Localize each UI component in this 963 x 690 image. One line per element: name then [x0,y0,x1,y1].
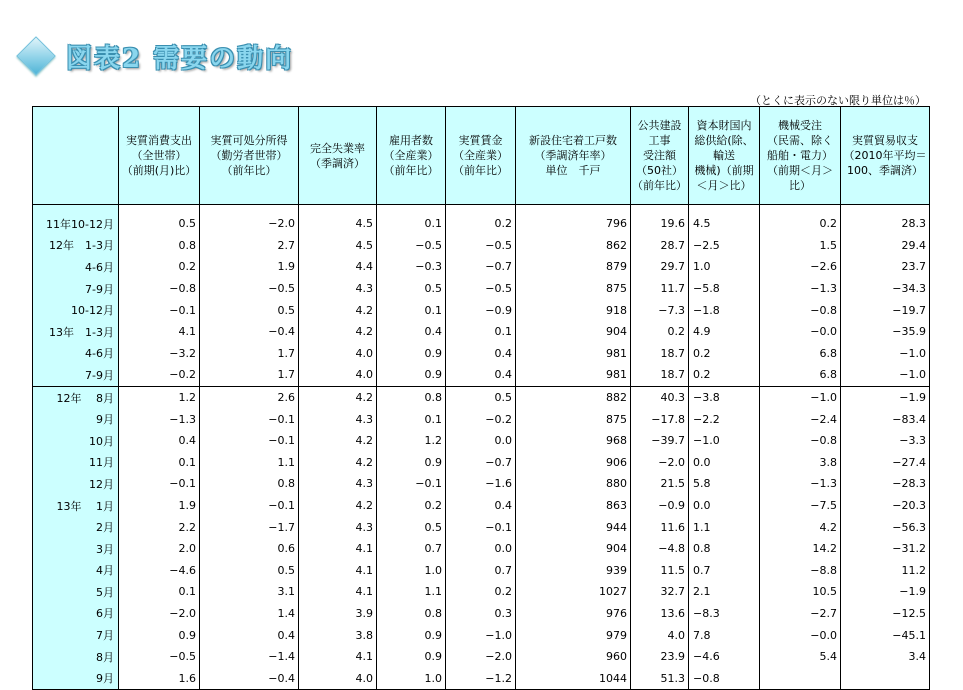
table-cell: 3.8 [760,452,841,474]
table-cell: 906 [516,452,631,474]
table-cell: −0.5 [446,278,516,300]
table-cell: 1044 [516,667,631,689]
table-cell: 0.3 [446,603,516,625]
table-cell: −4.6 [689,646,760,668]
table-cell: −0.0 [760,624,841,646]
table-cell: 904 [516,321,631,343]
column-header-2: 実質可処分所得 （勤労者世帯） （前年比） [200,107,299,205]
table-cell: −0.5 [119,646,200,668]
row-label: 4-6月 [33,256,119,278]
table-cell: 0.9 [377,364,446,386]
table-cell: 4.2 [299,299,377,321]
table-cell: 862 [516,235,631,257]
table-cell: 968 [516,430,631,452]
table-cell: 4.0 [299,667,377,689]
table-row [33,430,930,452]
table-cell: 2.6 [200,386,299,408]
table-cell: 0.5 [200,560,299,582]
table-cell: −34.3 [841,278,930,300]
table-cell: −1.4 [200,646,299,668]
table-cell: 1.1 [689,516,760,538]
row-label: 13年 1-3月 [33,321,119,343]
table-cell: 29.4 [841,235,930,257]
table-row [33,364,930,386]
table-cell: 0.4 [446,364,516,386]
table-cell: 0.9 [377,624,446,646]
table-cell: 0.5 [446,386,516,408]
table-cell: 0.2 [760,213,841,235]
table-cell: −0.1 [377,473,446,495]
table-cell: 0.8 [377,386,446,408]
row-label: 4月 [33,560,119,582]
table-cell: 944 [516,516,631,538]
table-cell: 0.5 [119,213,200,235]
table-cell: 11.5 [631,560,689,582]
table-cell: 3.8 [299,624,377,646]
table-cell: −0.8 [119,278,200,300]
table-row [33,495,930,517]
table-cell: 4.3 [299,408,377,430]
diamond-icon [16,36,56,76]
table-cell: 6.8 [760,343,841,365]
table-cell: −0.4 [200,321,299,343]
table-cell: −83.4 [841,408,930,430]
table-cell [760,667,841,689]
table-cell: −0.2 [446,408,516,430]
table-cell: 4.5 [689,213,760,235]
table-cell: 23.9 [631,646,689,668]
table-cell: −8.8 [760,560,841,582]
table-cell: 863 [516,495,631,517]
table-cell: 0.2 [689,343,760,365]
table-cell: −0.3 [377,256,446,278]
row-label: 13年 1月 [33,495,119,517]
table-cell: 0.1 [377,299,446,321]
table-cell: 2.0 [119,538,200,560]
table-cell: −0.2 [119,364,200,386]
table-cell: 1.2 [377,430,446,452]
table-cell: −1.9 [841,386,930,408]
table-row [33,321,930,343]
table-cell: 4.1 [299,581,377,603]
table-cell: 32.7 [631,581,689,603]
table-cell: −1.0 [446,624,516,646]
row-label: 7月 [33,624,119,646]
column-header-7: 公共建設 工事 受注額 （50社） （前年比） [631,107,689,205]
table-cell: 875 [516,408,631,430]
table-cell: −28.3 [841,473,930,495]
row-label: 12月 [33,473,119,495]
table-cell: −2.0 [200,213,299,235]
table-cell: 4.3 [299,516,377,538]
row-label: 11月 [33,452,119,474]
table-cell: −7.5 [760,495,841,517]
table-row [33,667,930,689]
table-cell: 0.9 [377,452,446,474]
table-row [33,452,930,474]
table-cell: −0.5 [200,278,299,300]
table-cell: 3.4 [841,646,930,668]
table-row [33,473,930,495]
column-header-1: 実質消費支出 （全世帯） （前期(月)比） [119,107,200,205]
table-cell: 4.1 [119,321,200,343]
table-cell: 0.1 [377,213,446,235]
row-label: 10月 [33,430,119,452]
table-cell: −2.2 [689,408,760,430]
table-cell: −1.0 [841,343,930,365]
table-cell: 0.1 [446,321,516,343]
table-cell: 0.8 [119,235,200,257]
table-cell: −0.0 [760,321,841,343]
table-cell: −4.8 [631,538,689,560]
column-header-8: 資本財国内 総供給(除、 輸送 機械)（前期 ＜月＞比） [689,107,760,205]
demand-table [32,106,930,690]
table-cell: 0.0 [689,452,760,474]
table-cell: −3.2 [119,343,200,365]
page-title-block [22,38,293,74]
table-cell: 882 [516,386,631,408]
table-cell: 981 [516,364,631,386]
table-cell: −0.8 [760,430,841,452]
table-cell: 6.8 [760,364,841,386]
table-cell: −0.5 [377,235,446,257]
table-cell: −0.1 [119,473,200,495]
table-cell: 0.1 [377,408,446,430]
row-label: 2月 [33,516,119,538]
table-cell: −0.1 [446,516,516,538]
table-cell: 4.2 [299,495,377,517]
table-cell: 0.1 [119,452,200,474]
table-row [33,343,930,365]
table-cell: −0.7 [446,256,516,278]
table-cell: 1.7 [200,364,299,386]
table-cell: −2.4 [760,408,841,430]
table-cell: −0.8 [760,299,841,321]
table-cell: 3.9 [299,603,377,625]
table-cell: 3.1 [200,581,299,603]
table-cell: 1.9 [119,495,200,517]
table-cell: 14.2 [760,538,841,560]
table-cell [841,667,930,689]
table-cell: 0.2 [377,495,446,517]
table-cell: −1.3 [760,473,841,495]
table-cell: 0.4 [446,343,516,365]
table-row [33,278,930,300]
row-label: 9月 [33,408,119,430]
table-cell: 904 [516,538,631,560]
table-row [33,603,930,625]
table-cell: 0.5 [377,278,446,300]
table-cell: 0.0 [689,495,760,517]
table-cell: −2.5 [689,235,760,257]
column-header-6: 新設住宅着工戸数 （季調済年率） 単位 千戸 [516,107,631,205]
table-cell: 1027 [516,581,631,603]
table-cell: 0.5 [200,299,299,321]
table-cell: 28.3 [841,213,930,235]
table-cell: −19.7 [841,299,930,321]
table-cell: 4.2 [299,452,377,474]
table-cell: 0.9 [377,646,446,668]
row-label: 4-6月 [33,343,119,365]
table-cell: 0.2 [119,256,200,278]
table-cell: 0.8 [689,538,760,560]
table-cell: −56.3 [841,516,930,538]
table-cell: 2.1 [689,581,760,603]
table-cell: 1.5 [760,235,841,257]
table-cell: −35.9 [841,321,930,343]
table-cell: 1.2 [119,386,200,408]
table-cell: 0.8 [377,603,446,625]
table-cell: 976 [516,603,631,625]
table-cell: −3.8 [689,386,760,408]
table-cell: −20.3 [841,495,930,517]
table-cell: −3.3 [841,430,930,452]
table-cell: 0.8 [200,473,299,495]
table-cell: 28.7 [631,235,689,257]
table-cell: −1.6 [446,473,516,495]
table-row [33,624,930,646]
column-header-3: 完全失業率 （季調済） [299,107,377,205]
table-cell: 0.4 [377,321,446,343]
table-cell: −1.3 [760,278,841,300]
column-header-5: 実質賃金 （全産業） （前年比） [446,107,516,205]
table-cell: 0.1 [119,581,200,603]
table-row [33,386,930,408]
table-row [33,538,930,560]
table-cell: −45.1 [841,624,930,646]
table-cell: 4.0 [299,364,377,386]
table-cell: 1.6 [119,667,200,689]
table-cell: 4.5 [299,235,377,257]
table-cell: −1.7 [200,516,299,538]
header-row [33,107,930,205]
table-cell: −27.4 [841,452,930,474]
table-cell: −0.1 [119,299,200,321]
table-cell: −0.5 [446,235,516,257]
table-cell: 4.2 [299,430,377,452]
table-row [33,213,930,235]
table-row [33,299,930,321]
table-cell: 1.9 [200,256,299,278]
row-label: 6月 [33,603,119,625]
table-cell: −1.2 [446,667,516,689]
table-cell: −1.0 [841,364,930,386]
table-row [33,408,930,430]
table-cell: 23.7 [841,256,930,278]
table-cell: −1.0 [760,386,841,408]
row-label: 8月 [33,646,119,668]
table-cell: 4.1 [299,560,377,582]
row-label: 10-12月 [33,299,119,321]
table-cell: 981 [516,343,631,365]
table-cell: −17.8 [631,408,689,430]
table-cell: 4.0 [299,343,377,365]
table-cell: 18.7 [631,343,689,365]
table-cell: 4.2 [760,516,841,538]
unit-note: （とくに表示のない限り単位は％） [750,94,926,107]
table-cell: 0.0 [446,538,516,560]
table-cell: 5.4 [760,646,841,668]
table-cell: 0.2 [689,364,760,386]
table-cell: 4.9 [689,321,760,343]
column-header-9: 機械受注 （民需、除く 船舶・電力） （前期＜月＞ 比） [760,107,841,205]
table-row [33,581,930,603]
row-label: 7-9月 [33,278,119,300]
table-cell: 1.7 [200,343,299,365]
table-cell: 0.4 [446,495,516,517]
table-cell: 875 [516,278,631,300]
table-cell: −2.0 [631,452,689,474]
row-label: 5月 [33,581,119,603]
table-cell: 5.8 [689,473,760,495]
table-cell: −0.1 [200,408,299,430]
table-cell: 879 [516,256,631,278]
table-cell: 0.9 [119,624,200,646]
row-label: 3月 [33,538,119,560]
table-cell: −2.7 [760,603,841,625]
table-cell: 1.4 [200,603,299,625]
table-cell: 1.0 [377,560,446,582]
table-cell: 0.2 [446,213,516,235]
table-cell: 0.7 [377,538,446,560]
table-cell: −0.9 [631,495,689,517]
table-cell: 4.4 [299,256,377,278]
table-cell: −8.3 [689,603,760,625]
table-cell: 2.7 [200,235,299,257]
table-cell: 939 [516,560,631,582]
table-cell: 1.1 [200,452,299,474]
table-cell: 4.1 [299,538,377,560]
table-cell: 4.2 [299,321,377,343]
table-cell: −0.4 [200,667,299,689]
table-cell: −1.8 [689,299,760,321]
table-cell: 1.1 [377,581,446,603]
table-cell: 979 [516,624,631,646]
table-cell: 796 [516,213,631,235]
row-label: 11年10-12月 [33,213,119,235]
table-cell: 0.2 [446,581,516,603]
table-cell: −5.8 [689,278,760,300]
table-cell: −39.7 [631,430,689,452]
table-body [33,205,930,690]
table-cell: 4.0 [631,624,689,646]
table-cell: 21.5 [631,473,689,495]
row-label: 12年 8月 [33,386,119,408]
table-cell: 4.5 [299,213,377,235]
table-cell: 0.0 [446,430,516,452]
table-cell: −1.9 [841,581,930,603]
table-cell: −2.6 [760,256,841,278]
table-cell: 0.6 [200,538,299,560]
table-cell: −31.2 [841,538,930,560]
table-cell: −4.6 [119,560,200,582]
table-cell: −0.8 [689,667,760,689]
column-header-0 [33,107,119,205]
table-row [33,560,930,582]
table-cell: −1.0 [689,430,760,452]
table-row [33,646,930,668]
table-cell: 11.6 [631,516,689,538]
table-cell: −12.5 [841,603,930,625]
row-label: 12年 1-3月 [33,235,119,257]
table-cell: −0.1 [200,430,299,452]
table-cell: 0.4 [200,624,299,646]
table-cell: 4.3 [299,473,377,495]
table-cell: 0.4 [119,430,200,452]
table-cell: 1.0 [689,256,760,278]
table-cell: 918 [516,299,631,321]
table-cell: 0.9 [377,343,446,365]
table-cell: −0.7 [446,452,516,474]
table-cell: 1.0 [377,667,446,689]
table-cell: 0.7 [689,560,760,582]
table-cell: −1.3 [119,408,200,430]
page-title: 図表2 需要の動向 [66,43,294,74]
table-cell: 2.2 [119,516,200,538]
row-label: 9月 [33,667,119,689]
table-cell: 40.3 [631,386,689,408]
table-cell: 51.3 [631,667,689,689]
table-cell: 10.5 [760,581,841,603]
column-header-10: 実質貿易収支 （2010年平均＝ 100、季調済） [841,107,930,205]
table-cell: 19.6 [631,213,689,235]
table-cell: 4.1 [299,646,377,668]
table-cell: 18.7 [631,364,689,386]
table-cell: −0.1 [200,495,299,517]
table-cell: 4.2 [299,386,377,408]
table-row [33,256,930,278]
table-cell: 7.8 [689,624,760,646]
table-cell: 0.5 [377,516,446,538]
column-header-4: 雇用者数 （全産業） （前年比） [377,107,446,205]
table-row [33,235,930,257]
table-cell: 29.7 [631,256,689,278]
row-label: 7-9月 [33,364,119,386]
table-cell: 0.7 [446,560,516,582]
table-cell: 880 [516,473,631,495]
table-cell: −2.0 [446,646,516,668]
table-cell: −7.3 [631,299,689,321]
table-cell: 0.2 [631,321,689,343]
spacer-row [33,205,930,214]
table-cell: 960 [516,646,631,668]
table-cell: −2.0 [119,603,200,625]
table-cell: 11.7 [631,278,689,300]
table-cell: 4.3 [299,278,377,300]
table-cell: 11.2 [841,560,930,582]
table-cell: 13.6 [631,603,689,625]
table-cell: −0.9 [446,299,516,321]
table-row [33,516,930,538]
